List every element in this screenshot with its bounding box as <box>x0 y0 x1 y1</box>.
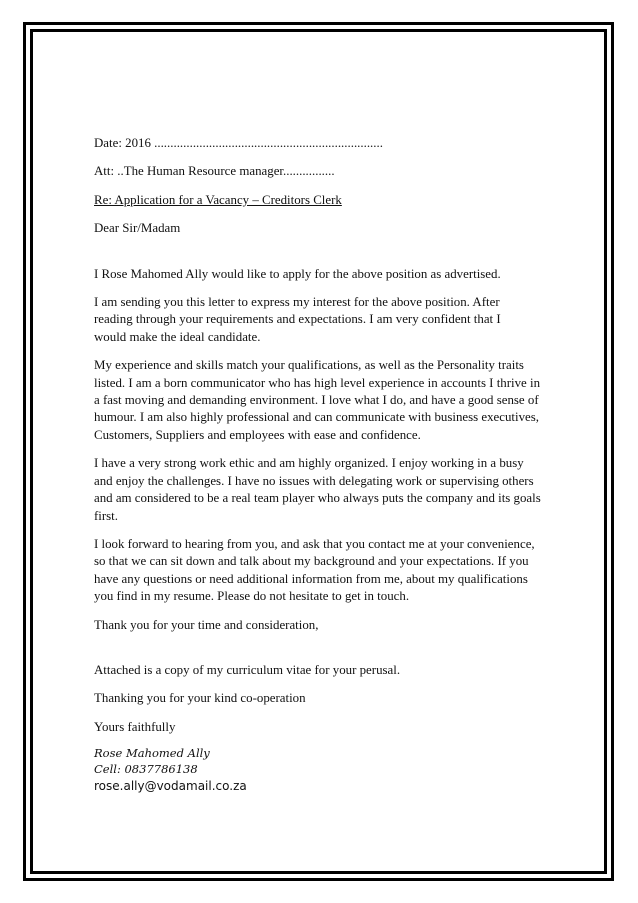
paragraph-line: you find in my resume. Please do not hesitate to get in touch. <box>94 589 410 604</box>
signature-email: rose.ally@vodamail.co.za <box>94 779 247 794</box>
paragraph-line: Customers, Suppliers and employees with ease and confidence. <box>94 427 421 442</box>
paragraph-line: I am sending you this letter to express my interest for the above position. After <box>94 295 500 310</box>
closing-line: Yours faithfully <box>94 719 176 734</box>
thanking-line: Thanking you for your kind co-operation <box>94 691 306 706</box>
attention-line: Att: ..The Human Resource manager................ <box>94 164 335 179</box>
paragraph-line: would make the ideal candidate. <box>94 329 261 344</box>
interest-paragraph <box>94 294 546 346</box>
salutation: Dear Sir/Madam <box>94 221 181 236</box>
paragraph-line: and am considered to be a real team player who always puts the company and its goals <box>94 491 541 506</box>
paragraph-line: humour. I am also highly professional and can communicate with business executives, <box>94 410 539 425</box>
paragraph-line: first. <box>94 508 118 523</box>
signature-cell: Cell: 0837786138 <box>94 762 198 777</box>
work-ethic-paragraph <box>94 455 546 525</box>
paragraph-line: so that we can sit down and talk about my background and your expectations. If you <box>94 554 529 569</box>
paragraph-line: and enjoy the challenges. I have no issues with delegating work or supervising others <box>94 473 534 488</box>
thanks-line: Thank you for your time and consideration, <box>94 617 319 632</box>
paragraph-line: I look forward to hearing from you, and ask that you contact me at your convenience, <box>94 536 535 551</box>
letter-body <box>94 135 546 795</box>
paragraph-line: My experience and skills match your qualifications, as well as the Personality traits <box>94 358 524 373</box>
attachment-line: Attached is a copy of my curriculum vitae for your perusal. <box>94 662 401 677</box>
contact-paragraph <box>94 536 546 606</box>
paragraph-line: have any questions or need additional information from me, about my qualifications <box>94 571 528 586</box>
paragraph-line: I have a very strong work ethic and am highly organized. I enjoy working in a busy <box>94 456 524 471</box>
paragraph-line: a fast moving and demanding environment. I love what I do, and have a good sense of <box>94 393 539 408</box>
paragraph-line: listed. I am a born communicator who has high level experience in accounts I thrive in <box>94 375 541 390</box>
experience-paragraph <box>94 357 546 444</box>
intro-paragraph: I Rose Mahomed Ally would like to apply for the above position as advertised. <box>94 266 501 281</box>
signature-name: Rose Mahomed Ally <box>94 746 210 761</box>
subject-line: Re: Application for a Vacancy – Creditors Clerk <box>94 192 342 207</box>
date-line: Date: 2016 ....................................................................... <box>94 136 383 150</box>
paragraph-line: reading through your requirements and expectations. I am very confident that I <box>94 312 501 327</box>
